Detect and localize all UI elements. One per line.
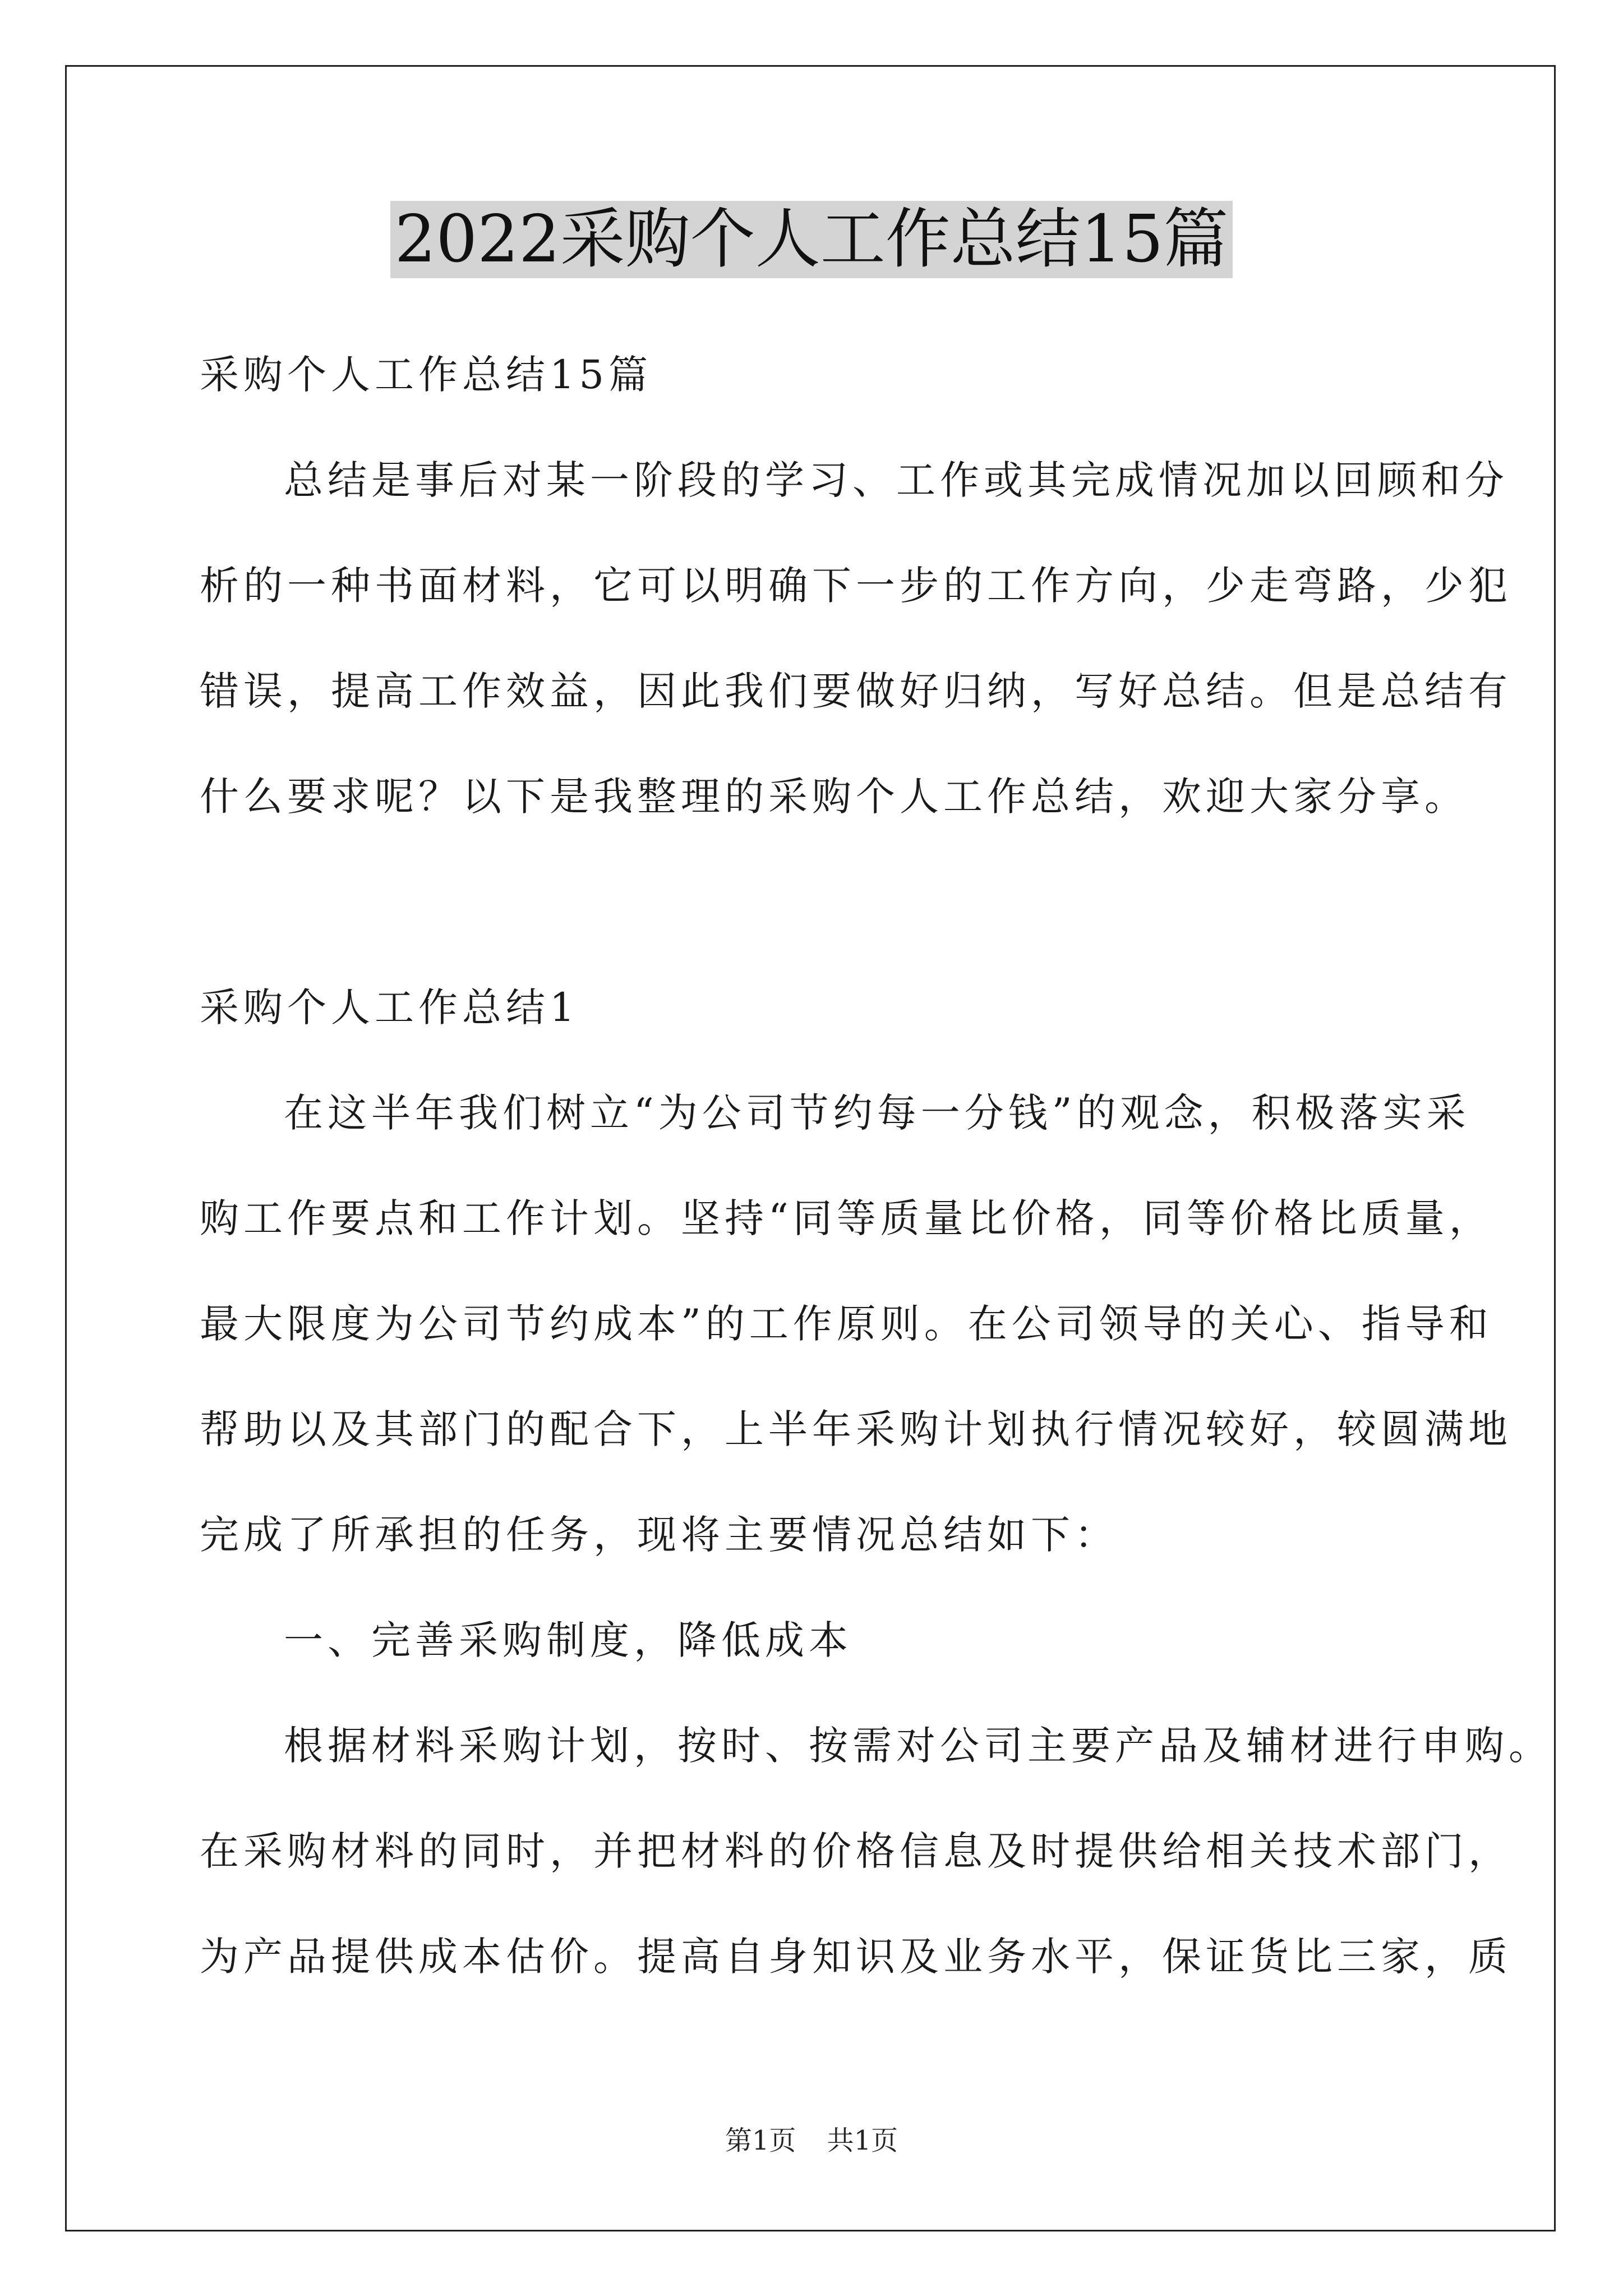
section1-line-2: 购工作要点和工作计划。坚持“同等质量比价格，同等价格比质量，: [200, 1195, 1493, 1241]
intro-line-4: 什么要求呢？以下是我整理的采购个人工作总结，欢迎大家分享。: [200, 774, 1468, 820]
point1-line-2: 在采购材料的同时，并把材料的价格信息及时提供给相关技术部门，: [200, 1828, 1512, 1874]
intro-line-2: 析的一种书面材料，它可以明确下一步的工作方向，少走弯路，少犯: [200, 563, 1512, 609]
section1-line-5: 完成了所承担的任务，现将主要情况总结如下：: [200, 1512, 1118, 1558]
intro-line-3: 错误，提高工作效益，因此我们要做好归纳，写好总结。但是总结有: [200, 668, 1512, 714]
section1-line-1: 在这半年我们树立“为公司节约每一分钱”的观念，积极落实采: [284, 1090, 1470, 1136]
page-footer: [0, 2124, 1623, 2157]
point1-heading: 一、完善采购制度，降低成本: [284, 1617, 852, 1663]
document-body: [200, 341, 1552, 2028]
page-number: 第1页: [725, 2125, 796, 2156]
blank-line: [200, 868, 1433, 974]
document-title: 2022采购个人工作总结15篇: [390, 201, 1233, 278]
point1-line-1: 根据材料采购计划，按时、按需对公司主要产品及辅材进行申购。: [284, 1723, 1552, 1769]
point1-line-3: 为产品提供成本估价。提高自身知识及业务水平，保证货比三家，质: [200, 1934, 1512, 1980]
section1-heading: 采购个人工作总结1: [200, 984, 579, 1030]
title-wrap: [0, 201, 1623, 278]
document-subtitle: 采购个人工作总结15篇: [200, 352, 653, 398]
intro-line-1: 总结是事后对某一阶段的学习、工作或其完成情况加以回顾和分: [284, 457, 1509, 503]
section1-line-4: 帮助以及其部门的配合下，上半年采购计划执行情况较好，较圆满地: [200, 1406, 1512, 1452]
section1-line-3: 最大限度为公司节约成本”的工作原则。在公司领导的关心、指导和: [200, 1301, 1493, 1347]
page-total: 共1页: [827, 2125, 898, 2156]
